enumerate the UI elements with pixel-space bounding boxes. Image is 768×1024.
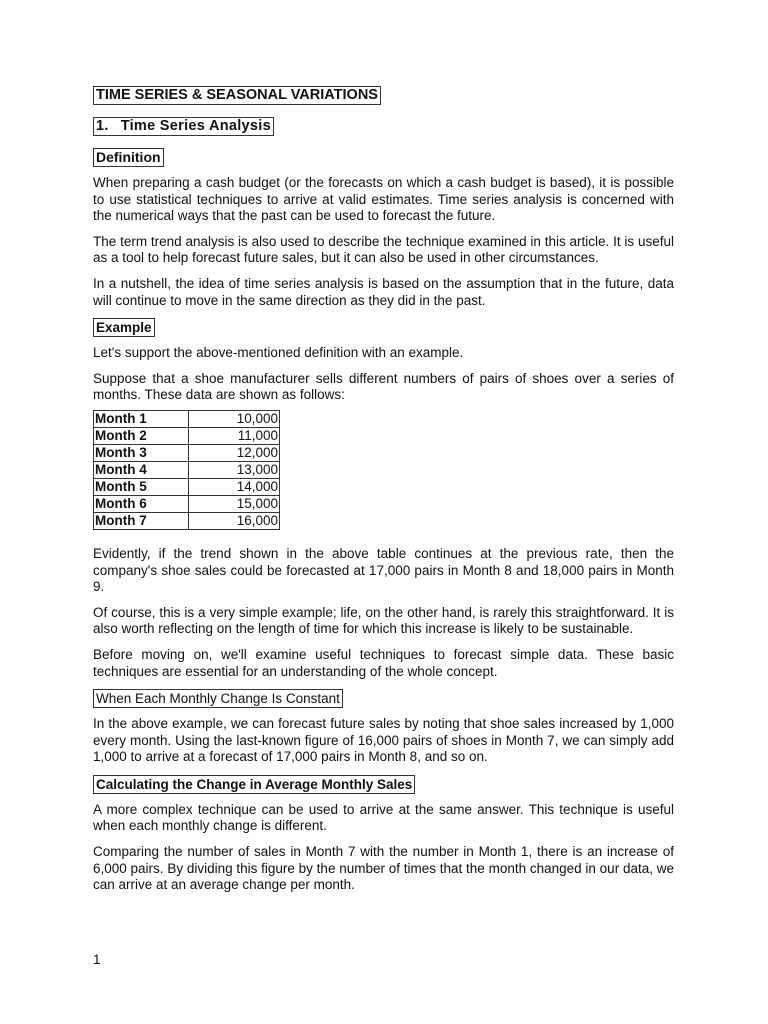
paragraph-5: Suppose that a shoe manufacturer sells different numbers of pairs of shoes over a series of months. These data are shown as follows: xyxy=(93,370,674,403)
value-cell: 13,000 xyxy=(189,461,280,478)
value-cell: 12,000 xyxy=(189,444,280,461)
month-cell: Month 2 xyxy=(94,427,167,444)
table-row xyxy=(94,512,280,529)
paragraph-1: When preparing a cash budget (or the forecasts on which a cash budget is based), it is possible to use statistical techniques to arrive at valid estimates. Time series analysis is concerned with the numerical ways that the past can be used to forecast the future. xyxy=(93,175,674,224)
value-cell: 16,000 xyxy=(189,512,280,529)
paragraph-3: In a nutshell, the idea of time series analysis is based on the assumption that in the future, data will continue to move in the same direction as they did in the past. xyxy=(93,275,674,308)
table-row xyxy=(94,478,280,495)
average-change-heading: Calculating the Change in Average Monthly Sales xyxy=(93,775,415,794)
section-number: 1. xyxy=(96,118,109,134)
table-row xyxy=(94,444,280,461)
table-row xyxy=(94,461,280,478)
paragraph-6: Evidently, if the trend shown in the above table continues at the previous rate, then the company's shoe sales could be forecasted at 17,000 pairs in Month 8 and 18,000 pairs in Month 9. xyxy=(93,545,674,595)
table-row xyxy=(94,427,280,444)
paragraph-9: In the above example, we can forecast future sales by noting that shoe sales increased by 1,000 every month. Using the last-known figure of 16,000 pairs of shoes in Month 7, we can simply add 1,000 to arrive at a forecast of 17,000 pairs in Month 8, and so on. xyxy=(93,716,674,765)
paragraph-4: Let's support the above-mentioned definition with an example. xyxy=(93,345,464,361)
value-cell: 15,000 xyxy=(189,495,280,512)
paragraph-10: A more complex technique can be used to arrive at the same answer. This technique is useful when each monthly change is different. xyxy=(93,801,674,834)
month-cell: Month 3 xyxy=(94,444,167,461)
month-cell: Month 7 xyxy=(94,512,167,529)
paragraph-7: Of course, this is a very simple example; life, on the other hand, is rarely this straightforward. It is also worth reflecting on the length of time for which this increase is likely to be sustainable. xyxy=(93,604,674,637)
month-cell: Month 4 xyxy=(94,461,167,478)
value-cell: 10,000 xyxy=(189,410,280,427)
month-cell: Month 1 xyxy=(94,410,167,427)
document-body xyxy=(93,86,674,903)
value-cell: 11,000 xyxy=(189,427,280,444)
table-row xyxy=(94,495,280,512)
definition-heading: Definition xyxy=(93,148,164,167)
section-heading xyxy=(93,117,274,136)
table-row xyxy=(94,410,280,427)
month-cell: Month 6 xyxy=(94,495,167,512)
constant-change-heading: When Each Monthly Change Is Constant xyxy=(93,689,343,708)
shoe-sales-table xyxy=(93,410,280,530)
example-heading: Example xyxy=(93,318,155,337)
paragraph-8: Before moving on, we'll examine useful techniques to forecast simple data. These basic techniques are essential for an understanding of the whole concept. xyxy=(93,646,674,679)
paragraph-2: The term trend analysis is also used to describe the technique examined in this article. It is useful as a tool to help forecast future sales, but it can also be used in other circumstances. xyxy=(93,233,674,266)
month-cell: Month 5 xyxy=(94,478,167,495)
paragraph-11: Comparing the number of sales in Month 7 with the number in Month 1, there is an increase of 6,000 pairs. By dividing this figure by the number of times that the month changed in our data, we can arrive at an average change per month. xyxy=(93,844,674,893)
section-title: Time Series Analysis xyxy=(120,118,271,134)
document-title: TIME SERIES & SEASONAL VARIATIONS xyxy=(93,86,381,105)
value-cell: 14,000 xyxy=(189,478,280,495)
page-number: 1 xyxy=(93,952,101,967)
